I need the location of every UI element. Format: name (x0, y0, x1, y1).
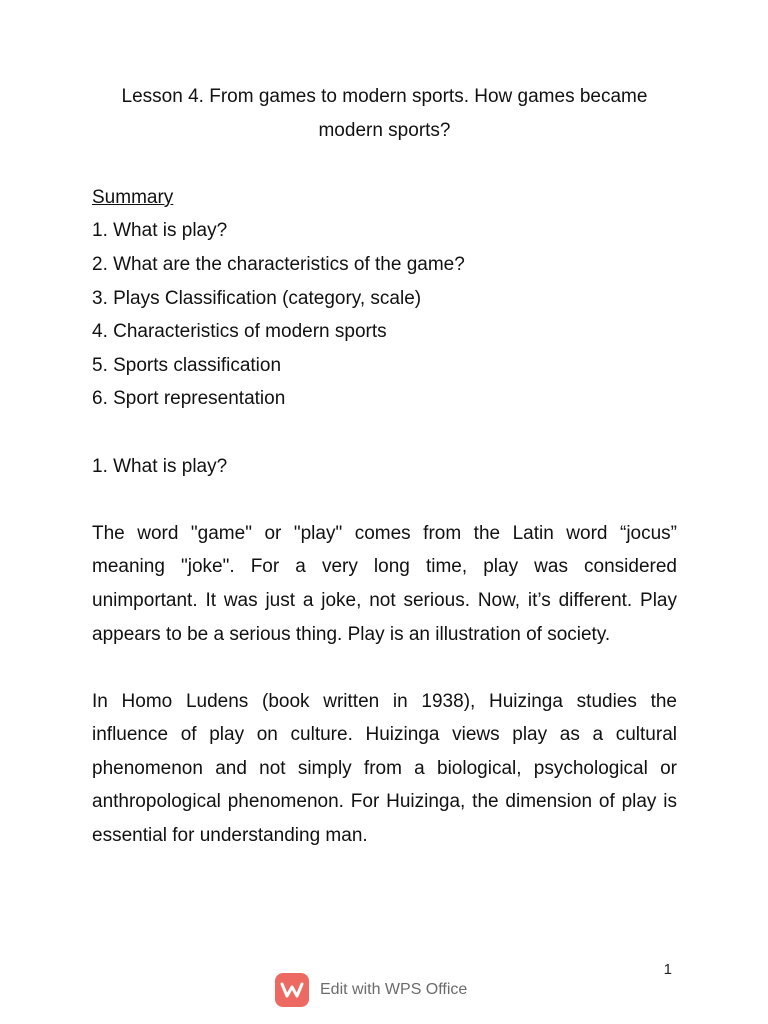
summary-item: 5. Sports classification (92, 354, 282, 376)
summary-item: 4. Characteristics of modern sports (92, 321, 387, 343)
summary-item: 3. Plays Classification (category, scale) (92, 287, 422, 309)
summary-list (92, 214, 677, 416)
spacer (92, 416, 677, 450)
document-body (92, 80, 677, 853)
page-number: 1 (663, 961, 672, 978)
wps-label: Edit with WPS Office (320, 981, 468, 998)
section-heading: 1. What is play? (92, 455, 228, 477)
paragraph: In Homo Ludens (book written in 1938), Huizinga studies the influence of play on culture. Huizinga views play as a cultural phenomenon and not simply from a biological, psychological or anthropological phenomenon. For Huizinga, the dimension of play is essential for understanding man. (92, 690, 677, 847)
edit-with-wps-button[interactable] (275, 973, 467, 1007)
spacer (92, 483, 677, 517)
summary-item: 6. Sport representation (92, 388, 286, 410)
document-title: Lesson 4. From games to modern sports. How games became modern sports? (121, 86, 648, 141)
summary-item: 1. What is play? (92, 220, 228, 242)
summary-heading: Summary (92, 186, 174, 208)
paragraph: The word "game" or "play" comes from the Latin word “jocus” meaning "joke". For a very long time, play was considered unimportant. It was just a joke, not serious. Now, it’s different. Play appears to be a serious thing. Play is an illustration of society. (92, 522, 677, 645)
spacer (92, 147, 677, 181)
spacer (92, 651, 677, 685)
wps-logo-icon (275, 973, 309, 1007)
summary-item: 2. What are the characteristics of the game? (92, 253, 465, 275)
